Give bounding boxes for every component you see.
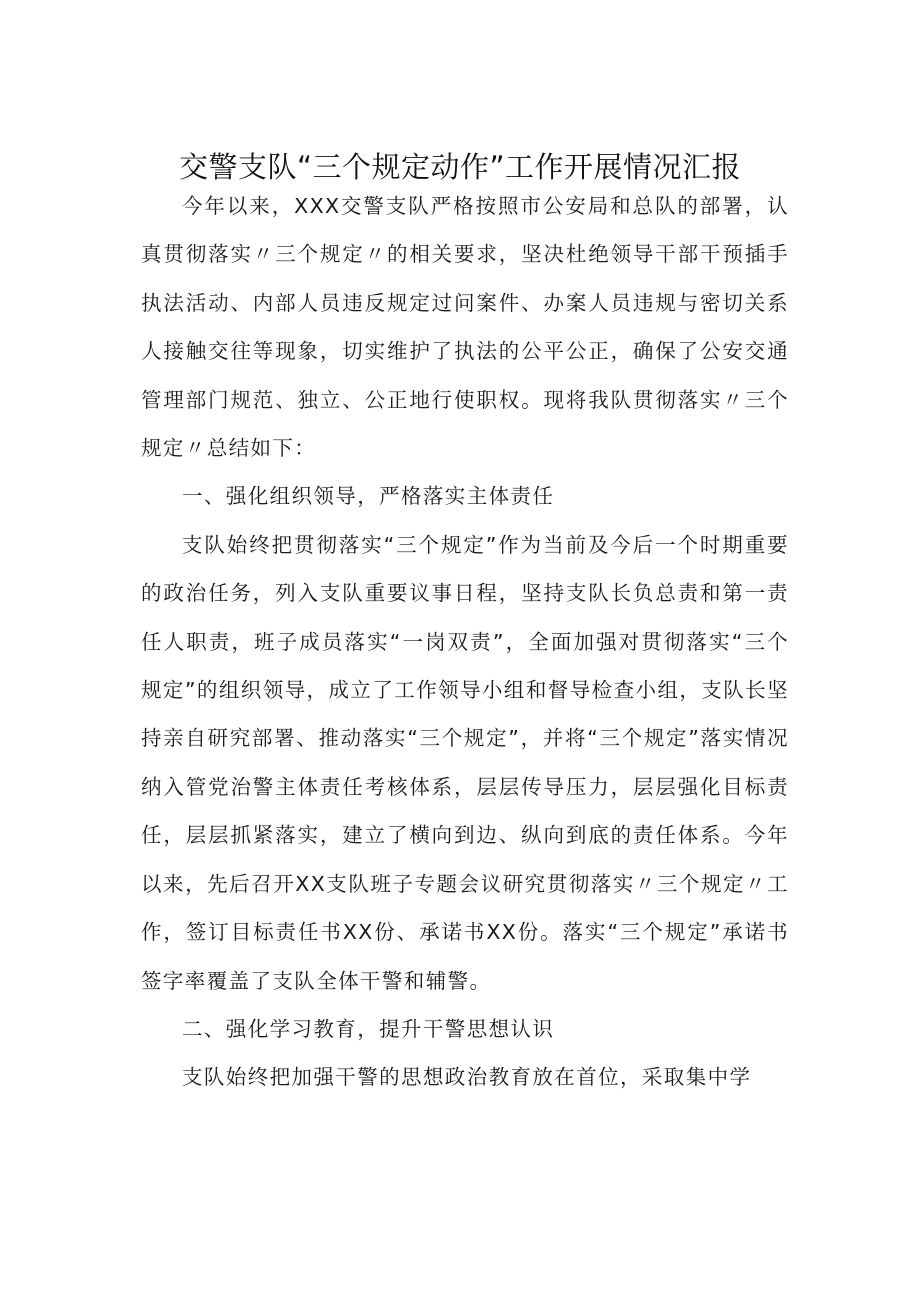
section-1-paragraph: 支队始终把贯彻落实“三个规定”作为当前及今后一个时期重要的政治任务，列入支队重要议事日程，坚持支队长负总责和第一责任人职责，班子成员落实“一岗双责”，全面加强对贯彻落实“三个规定”的组织领导，成立了工作领导小组和督导检查小组，支队长坚持亲自研究部署、推动落实“三个规定”，并将“三个规定”落实情况纳入管党治警主体责任考核体系，层层传导压力，层层强化目标责任，层层抓紧落实，建立了横向到边、纵向到底的责任体系。今年以来，先后召开XX支队班子专题会议研究贯彻落实〃三个规定〃工作，签订目标责任书XX份、承诺书XX份。落实“三个规定”承诺书签字率覆盖了支队全体干警和辅警。 — [141, 532, 789, 993]
document-title: 交警支队“三个规定动作”工作开展情况汇报 — [178, 150, 742, 184]
intro-paragraph: 今年以来，XXX交警支队严格按照市公安局和总队的部署，认真贯彻落实〃三个规定〃的相关要求，坚决杜绝领导干部干预插手执法活动、内部人员违反规定过问案件、办案人员违规与密切关系人接触交往等现象，切实维护了执法的公平公正，确保了公安交通管理部门规范、独立、公正地行使职权。现将我队贯彻落实〃三个规定〃总结如下： — [141, 194, 789, 461]
document-body — [141, 182, 789, 1102]
section-heading-2: 二、强化学习教育，提升干警思想认识 — [182, 1016, 555, 1041]
section-heading-1: 一、强化组织领导，严格落实主体责任 — [182, 484, 555, 509]
section-2-paragraph: 支队始终把加强干警的思想政治教育放在首位，采取集中学 — [182, 1065, 752, 1090]
